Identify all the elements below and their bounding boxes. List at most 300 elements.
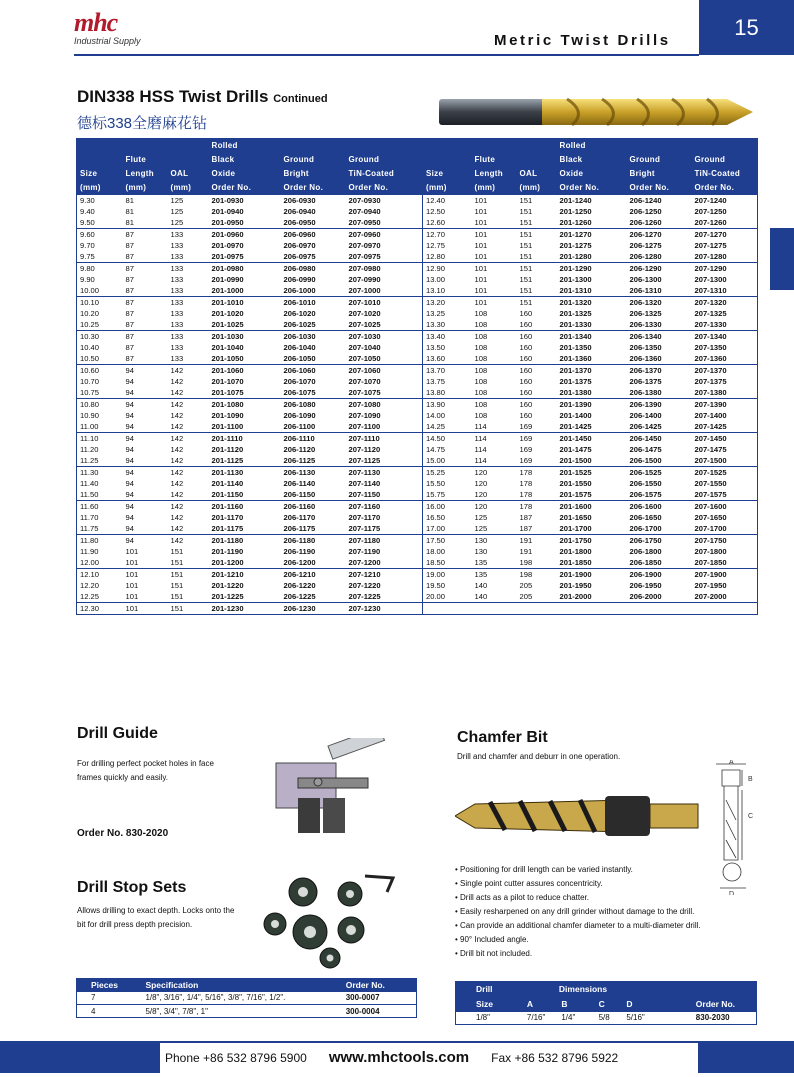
- col-header: [77, 139, 123, 153]
- table-cell: 207-1360: [692, 353, 758, 365]
- feature-item: • Single point cutter assures concentricity.: [455, 877, 701, 891]
- table-cell: 206-1210: [283, 569, 316, 579]
- table-cell: 94: [125, 365, 134, 375]
- table-cell: 207-1080: [348, 399, 381, 409]
- table-cell: 206-1130: [283, 467, 316, 477]
- table-row: [77, 557, 758, 569]
- table-cell: 12.30: [80, 603, 100, 613]
- table-cell: 201-1900: [559, 569, 592, 579]
- table-cell: 142: [170, 376, 184, 386]
- col-header: Drill: [456, 982, 503, 997]
- col-header: Order No.: [343, 979, 417, 992]
- table-cell: 201-1500: [557, 455, 627, 467]
- table-cell: 9.50: [77, 217, 123, 229]
- table-row: [77, 478, 758, 489]
- footer-phone: Phone +86 532 8796 5900: [165, 1051, 307, 1065]
- table-cell: 17.00: [423, 523, 472, 535]
- table-cell: 206-1080: [283, 399, 316, 409]
- table-row: [77, 466, 758, 478]
- table-cell: 101: [472, 285, 517, 297]
- table-cell: 207-1325: [694, 308, 727, 318]
- table-row: [77, 376, 758, 387]
- table-cell: 206-1180: [283, 535, 316, 545]
- table-row: [77, 296, 758, 308]
- table-cell: 140: [474, 580, 488, 590]
- table-cell: 87: [123, 319, 168, 331]
- table-cell: 10.90: [80, 410, 100, 420]
- table-cell: 207-1000: [346, 285, 423, 297]
- table-cell: 18.00: [423, 546, 472, 557]
- feature-item: • Can provide an additional chamfer diameter to a multi-diameter drill.: [455, 919, 701, 933]
- table-cell: 207-1130: [348, 467, 381, 477]
- table-cell: 11.10: [80, 433, 99, 443]
- table-cell: 201-1070: [211, 376, 244, 386]
- table-cell: 101: [472, 251, 517, 263]
- table-cell: 11.50: [77, 489, 123, 501]
- table-cell: 201-1210: [211, 569, 244, 579]
- table-cell: 206-1475: [629, 444, 662, 454]
- table-cell: 207-1190: [348, 546, 381, 556]
- table-cell: 7/16": [526, 1013, 546, 1023]
- table-row: [77, 398, 758, 410]
- table-cell: 133: [168, 251, 209, 263]
- table-cell: 160: [517, 353, 557, 365]
- table-cell: 207-1110: [348, 433, 380, 443]
- table-cell: 151: [519, 263, 533, 273]
- brand-logo: [74, 10, 164, 46]
- table-cell: 207-1170: [348, 512, 381, 522]
- table-cell: 206-1575: [627, 489, 692, 501]
- table-cell: 178: [519, 501, 533, 511]
- table-row: [77, 421, 758, 433]
- table-cell: 178: [519, 478, 533, 488]
- table-cell: 114: [472, 455, 517, 467]
- table-cell: 142: [170, 433, 184, 443]
- table-cell: 201-1280: [557, 251, 627, 263]
- table-cell: 12.20: [80, 580, 100, 590]
- table-cell: 206-1950: [629, 580, 662, 590]
- table-cell: 142: [170, 501, 184, 511]
- table-cell: 201-1575: [557, 489, 627, 501]
- col-header: Bright: [281, 167, 346, 181]
- table-cell: 201-1800: [559, 546, 592, 556]
- table-cell: 207-1060: [348, 365, 381, 375]
- table-cell: 10.60: [80, 365, 100, 375]
- table-cell: 207-1425: [692, 421, 758, 433]
- table-cell: 206-1275: [629, 240, 662, 250]
- table-cell: 207-1950: [694, 580, 727, 590]
- table-cell: 133: [168, 285, 209, 297]
- col-header: (mm): [123, 181, 168, 195]
- table-cell: 206-0975: [281, 251, 346, 263]
- table-cell: 13.70: [423, 364, 472, 376]
- table-cell: 135: [472, 557, 517, 569]
- table-cell: 207-1150: [346, 489, 423, 501]
- col-header: TiN-Coated: [346, 167, 423, 181]
- section-side-tab: [770, 228, 794, 290]
- col-header: Order No.: [281, 181, 346, 195]
- feature-item: • Positioning for drill length can be varied instantly.: [455, 863, 701, 877]
- table-cell: 142: [170, 399, 184, 409]
- table-cell: 151: [517, 285, 557, 297]
- table-cell: 206-0980: [283, 263, 316, 273]
- table-cell: 15.00: [423, 455, 472, 467]
- col-header: TiN-Coated: [692, 167, 758, 181]
- table-cell: 87: [125, 240, 134, 250]
- table-body: [77, 195, 758, 615]
- table-cell: 142: [168, 455, 209, 467]
- table-cell: 11.90: [80, 546, 99, 556]
- table-cell: 206-1325: [629, 308, 662, 318]
- table-cell: 87: [125, 331, 134, 341]
- table-cell: 206-1900: [629, 569, 662, 579]
- table-row: [77, 195, 758, 206]
- col-header: (mm): [423, 181, 472, 195]
- table-cell: [472, 602, 517, 614]
- table-cell: 206-1320: [629, 297, 662, 307]
- table-cell: 206-1280: [627, 251, 692, 263]
- drill-guide-description: For drilling perfect pocket holes in face frames quickly and easily.: [77, 759, 214, 782]
- table-row: [77, 523, 758, 535]
- table-cell: 10.00: [77, 285, 123, 297]
- table-cell: 206-1525: [629, 467, 662, 477]
- table-cell: 160: [519, 342, 533, 352]
- table-cell: 142: [170, 365, 184, 375]
- table-cell: 101: [474, 195, 488, 205]
- diagram-label-a: A: [729, 760, 734, 766]
- table-cell: 198: [517, 557, 557, 569]
- table-cell: 101: [123, 591, 168, 603]
- table-cell: 13.80: [423, 387, 472, 399]
- table-cell: 207-1330: [692, 319, 758, 331]
- section-title: [77, 87, 328, 107]
- feature-item: • Drill bit not included.: [455, 947, 701, 961]
- table-cell: 206-1225: [281, 591, 346, 603]
- table-cell: 169: [519, 444, 533, 454]
- table-cell: [627, 602, 692, 614]
- table-cell: 206-0930: [283, 195, 316, 205]
- col-header: [517, 139, 557, 153]
- table-cell: 11.70: [80, 512, 99, 522]
- table-cell: 14.75: [423, 444, 472, 455]
- table-cell: 169: [517, 421, 557, 433]
- table-row: [77, 444, 758, 455]
- table-cell: 207-1200: [346, 557, 423, 569]
- col-header: (mm): [517, 181, 557, 195]
- table-cell: 125: [472, 523, 517, 535]
- table-cell: 9.40: [80, 206, 95, 216]
- table-cell: 207-1380: [692, 387, 758, 399]
- table-cell: 94: [125, 399, 134, 409]
- footer-bar-right: [698, 1041, 794, 1073]
- table-cell: 206-1260: [627, 217, 692, 229]
- table-cell: 151: [168, 557, 209, 569]
- drill-stop-rings-image: [255, 872, 420, 972]
- col-header: Black: [557, 153, 627, 167]
- logo-wordmark: mhc: [74, 8, 118, 37]
- table-cell: 191: [519, 546, 533, 556]
- table-cell: 18.50: [423, 557, 472, 569]
- table-row: [77, 330, 758, 342]
- table-cell: 120: [472, 489, 517, 501]
- table-row: [77, 602, 758, 614]
- table-cell: 12.50: [423, 206, 472, 217]
- col-header: Size: [77, 167, 123, 181]
- table-cell: [557, 602, 627, 614]
- table-cell: 207-1575: [692, 489, 758, 501]
- table-cell: 101: [474, 274, 488, 284]
- table-cell: 125: [170, 206, 184, 216]
- table-cell: 13.75: [423, 376, 472, 387]
- table-cell: 13.30: [423, 319, 472, 331]
- table-cell: 206-1010: [283, 297, 316, 307]
- table-cell: 120: [474, 467, 488, 477]
- table-cell: 201-1100: [209, 421, 281, 433]
- table-cell: 178: [519, 467, 533, 477]
- table-cell: 10.40: [80, 342, 100, 352]
- table-cell: 142: [170, 467, 184, 477]
- table-cell: 13.00: [423, 274, 472, 285]
- table-cell: 9.90: [80, 274, 95, 284]
- table-cell: 94: [125, 376, 134, 386]
- table-cell: 207-1270: [694, 229, 727, 239]
- table-cell: 101: [474, 240, 488, 250]
- table-cell: 130: [474, 546, 488, 556]
- table-cell: 207-1700: [692, 523, 758, 535]
- section-subtitle-cn: 德标338全磨麻花钻: [77, 115, 208, 132]
- table-cell: 201-1330: [557, 319, 627, 331]
- table-cell: 201-1450: [559, 433, 592, 443]
- table-cell: 207-1650: [694, 512, 727, 522]
- drill-spec-table: [76, 138, 758, 615]
- col-header: Oxide: [557, 167, 627, 181]
- table-cell: 201-1600: [559, 501, 592, 511]
- table-row: [77, 206, 758, 217]
- table-cell: 11.40: [80, 478, 99, 488]
- table-cell: 830-2030: [695, 1013, 730, 1023]
- table-cell: 142: [168, 421, 209, 433]
- table-cell: 201-1950: [559, 580, 592, 590]
- col-header: (mm): [77, 181, 123, 195]
- table-cell: 160: [519, 365, 533, 375]
- table-cell: 206-1330: [627, 319, 692, 331]
- table-row: [77, 262, 758, 274]
- table-cell: 206-0960: [283, 229, 316, 239]
- table-cell: 9.60: [80, 229, 95, 239]
- table-cell: 207-1600: [694, 501, 727, 511]
- table-cell: 201-1650: [559, 512, 592, 522]
- table-cell: 1/8", 3/16", 1/4", 5/16", 3/8", 7/16", 1/2".: [131, 992, 342, 1005]
- table-cell: 207-0940: [348, 206, 381, 216]
- table-cell: 108: [474, 410, 488, 420]
- table-cell: 11.80: [80, 535, 99, 545]
- table-cell: 101: [474, 263, 488, 273]
- table-cell: 9.80: [80, 263, 95, 273]
- table-cell: 201-1300: [559, 274, 592, 284]
- drill-stop-title: Drill Stop Sets: [77, 879, 187, 896]
- table-cell: 201-1425: [557, 421, 627, 433]
- table-row: [77, 342, 758, 353]
- table-cell: 87: [125, 297, 134, 307]
- table-cell: 133: [170, 331, 184, 341]
- table-cell: 201-1370: [559, 365, 592, 375]
- table-cell: 206-1400: [629, 410, 662, 420]
- table-cell: 11.00: [77, 421, 123, 433]
- table-row: [77, 228, 758, 240]
- table-cell: 201-1080: [211, 399, 244, 409]
- table-cell: 201-1120: [211, 444, 244, 454]
- table-cell: 206-1230: [283, 603, 316, 613]
- table-cell: 142: [168, 523, 209, 535]
- table-cell: 130: [474, 535, 488, 545]
- table-cell: 201-1850: [557, 557, 627, 569]
- table-cell: 108: [474, 365, 488, 375]
- table-cell: 94: [125, 535, 134, 545]
- table-row: [77, 364, 758, 376]
- table-cell: 142: [170, 535, 184, 545]
- table-cell: 94: [125, 433, 134, 443]
- table-cell: 151: [519, 297, 533, 307]
- table-cell: 11.20: [80, 444, 99, 454]
- table-cell: 142: [170, 444, 184, 454]
- twist-drill-image: [437, 93, 757, 131]
- table-cell: 207-1525: [694, 467, 727, 477]
- table-cell: 12.60: [423, 217, 472, 229]
- table-cell: 142: [168, 489, 209, 501]
- table-cell: 198: [519, 569, 533, 579]
- table-cell: 207-1350: [694, 342, 727, 352]
- table-cell: 201-1175: [209, 523, 281, 535]
- table-cell: 94: [125, 467, 134, 477]
- table-cell: 12.40: [423, 195, 472, 206]
- table-cell: 142: [170, 478, 184, 488]
- table-row: [77, 251, 758, 263]
- table-cell: 101: [125, 569, 139, 579]
- table-cell: 201-1060: [211, 365, 244, 375]
- table-cell: 201-1140: [211, 478, 244, 488]
- table-cell: 207-1260: [692, 217, 758, 229]
- table-row: [77, 546, 758, 557]
- table-cell: 10.70: [80, 376, 100, 386]
- drill-stop-description: Allows drilling to exact depth. Locks onto the bit for drill press depth precision.: [77, 906, 235, 929]
- table-cell: [423, 602, 472, 614]
- table-cell: 87: [125, 342, 134, 352]
- table-cell: 206-1175: [281, 523, 346, 535]
- table-cell: 206-0990: [283, 274, 316, 284]
- table-cell: 207-1220: [348, 580, 381, 590]
- table-cell: 133: [170, 274, 184, 284]
- drill-guide-image: [268, 738, 393, 838]
- table-cell: 169: [517, 455, 557, 467]
- table-row: [77, 992, 417, 1005]
- table-cell: 201-1270: [559, 229, 592, 239]
- table-cell: 10.50: [77, 353, 123, 365]
- table-row: [456, 1012, 757, 1025]
- table-cell: 94: [125, 512, 134, 522]
- table-cell: 207-0980: [348, 263, 381, 273]
- table-cell: 13.50: [423, 342, 472, 353]
- table-cell: 108: [474, 331, 488, 341]
- table-cell: 300-0007: [343, 992, 417, 1005]
- col-header-group: Dimensions: [503, 982, 674, 997]
- chamfer-bit-description: Drill and chamfer and deburr in one operation.: [457, 752, 621, 761]
- table-cell: 13.20: [423, 296, 472, 308]
- chamfer-spec-table: [455, 981, 757, 1025]
- table-cell: 11.75: [77, 523, 123, 535]
- table-cell: 108: [474, 308, 488, 318]
- table-cell: 187: [519, 512, 533, 522]
- table-cell: 9.30: [80, 195, 95, 205]
- table-cell: 207-1240: [694, 195, 727, 205]
- table-cell: 201-1075: [209, 387, 281, 399]
- table-cell: 201-1525: [559, 467, 592, 477]
- table-cell: 19.00: [423, 568, 472, 580]
- table-cell: 5/16": [626, 1013, 645, 1023]
- table-cell: 206-1200: [281, 557, 346, 569]
- header-row: [77, 181, 758, 195]
- table-cell: 9.70: [80, 240, 95, 250]
- diagram-label-c: C: [748, 813, 754, 820]
- table-cell: 207-1025: [346, 319, 423, 331]
- footer-website-link[interactable]: www.mhctools.com: [328, 1049, 470, 1066]
- table-cell: 13.10: [423, 285, 472, 297]
- table-cell: 13.25: [423, 308, 472, 319]
- table-cell: 94: [123, 455, 168, 467]
- table-cell: 207-1900: [694, 569, 727, 579]
- table-cell: 201-1400: [559, 410, 592, 420]
- table-cell: 207-1010: [348, 297, 381, 307]
- table-cell: 101: [125, 546, 139, 556]
- table-cell: 207-1280: [692, 251, 758, 263]
- table-cell: 207-1320: [694, 297, 727, 307]
- table-cell: 201-1375: [559, 376, 592, 386]
- table-cell: 207-1550: [694, 478, 727, 488]
- table-cell: 201-1110: [211, 433, 243, 443]
- table-cell: 201-1230: [211, 603, 244, 613]
- table-cell: 206-1150: [281, 489, 346, 501]
- table-cell: 87: [123, 251, 168, 263]
- table-cell: 206-1375: [629, 376, 662, 386]
- table-cell: 206-1270: [629, 229, 662, 239]
- table-cell: 151: [170, 603, 184, 613]
- table-cell: 160: [519, 399, 533, 409]
- table-cell: 94: [123, 523, 168, 535]
- table-cell: 300-0004: [345, 1006, 380, 1016]
- table-cell: 87: [123, 285, 168, 297]
- table-cell: 201-1130: [211, 467, 244, 477]
- table-cell: 207-0930: [348, 195, 381, 205]
- table-cell: 207-1050: [346, 353, 423, 365]
- table-cell: 17.50: [423, 534, 472, 546]
- col-header: Order No.: [674, 997, 757, 1012]
- col-header: [692, 139, 758, 153]
- table-cell: 151: [519, 195, 533, 205]
- table-cell: 7: [77, 992, 132, 1005]
- table-cell: 201-1150: [209, 489, 281, 501]
- table-cell: 133: [170, 229, 184, 239]
- col-header: Bright: [627, 167, 692, 181]
- table-cell: 94: [123, 489, 168, 501]
- table-cell: 205: [517, 591, 557, 603]
- chamfer-bit-diagram: [712, 760, 760, 895]
- header-row: [77, 167, 758, 181]
- table-cell: 207-1250: [694, 206, 727, 216]
- col-header: OAL: [168, 167, 209, 181]
- col-header: Ground: [346, 153, 423, 167]
- table-cell: 207-1450: [694, 433, 727, 443]
- table-cell: 206-1350: [629, 342, 662, 352]
- table-cell: 206-1250: [629, 206, 662, 216]
